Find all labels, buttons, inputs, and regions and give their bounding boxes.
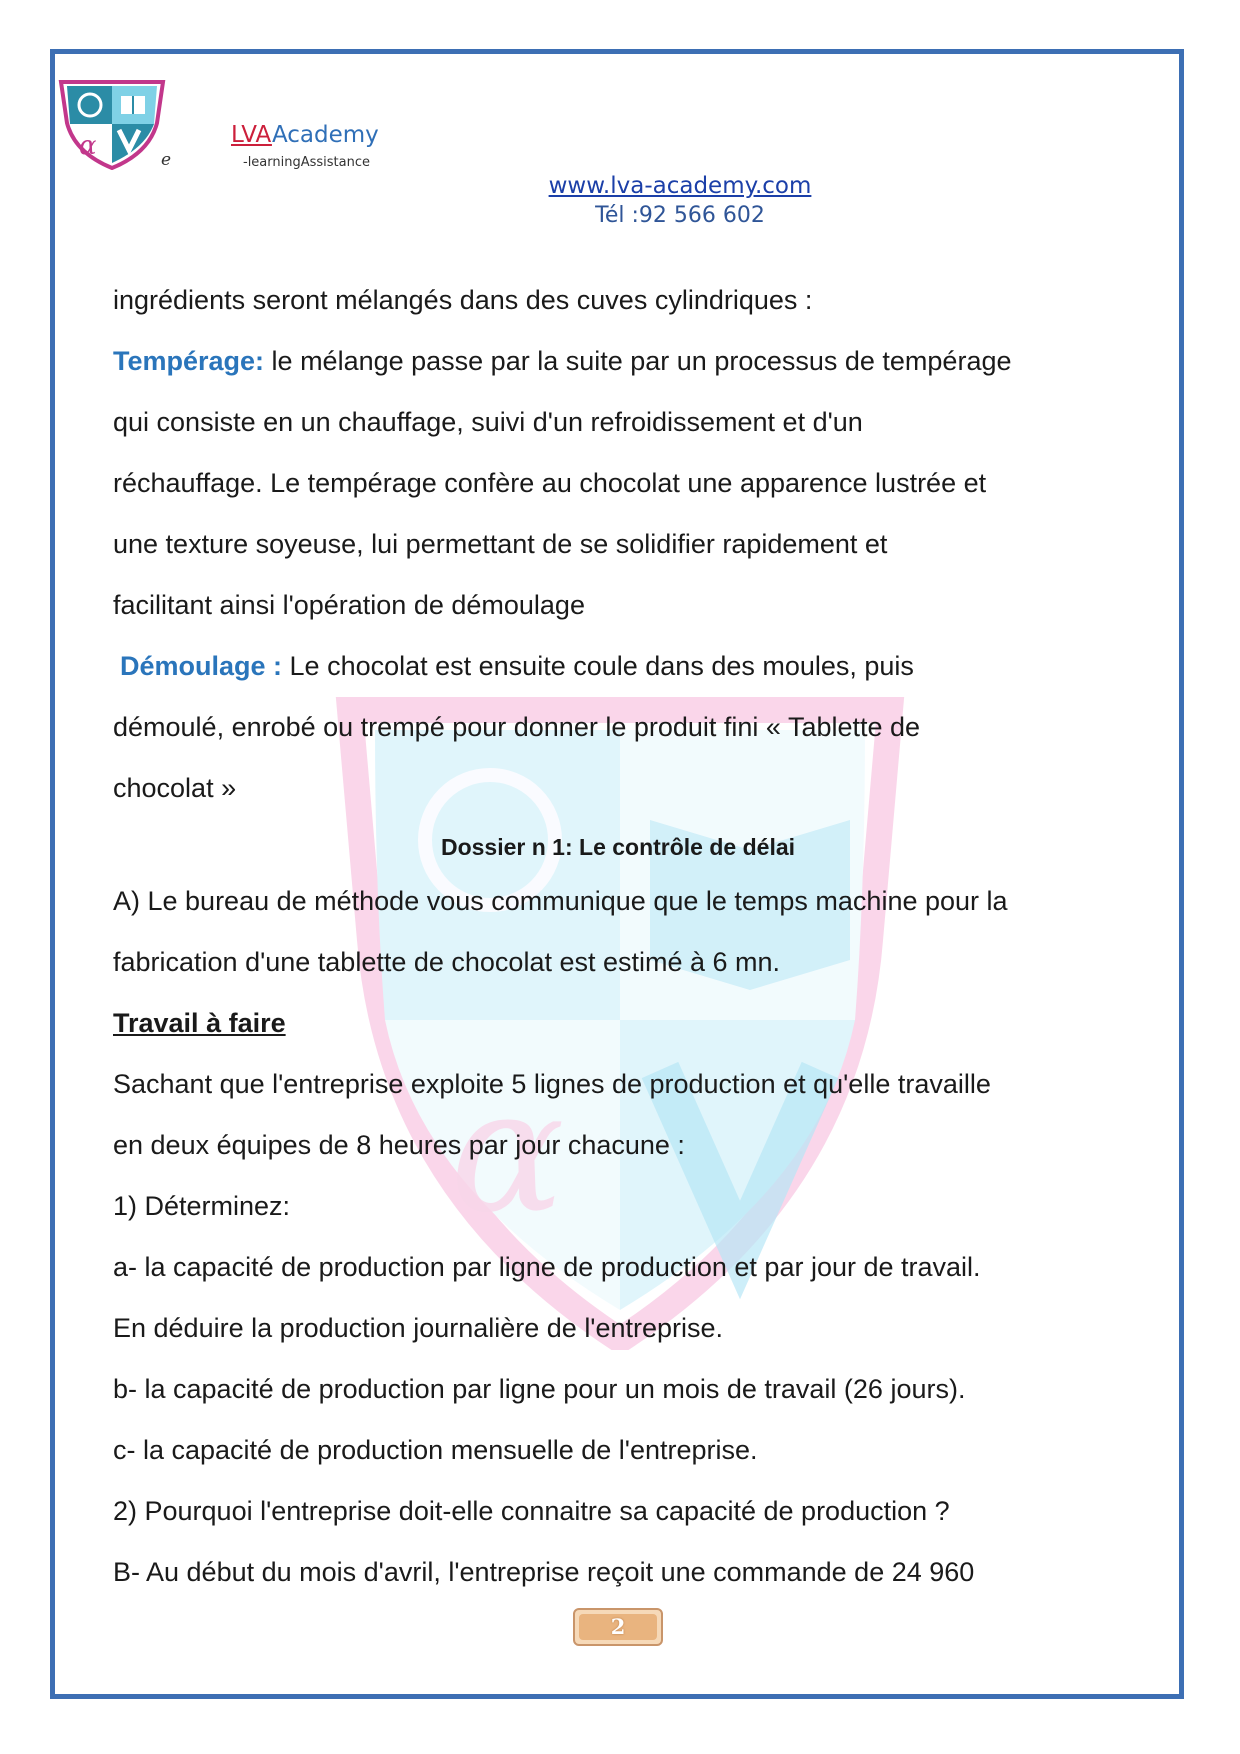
body-line: a- la capacité de production par ligne de production et par jour de travail. xyxy=(113,1252,981,1282)
phone-number: Tél :92 566 602 xyxy=(595,203,765,228)
dossier-heading: Dossier n 1: Le contrôle de délai xyxy=(440,834,796,860)
demoulage-text: Le chocolat est ensuite coule dans des moules, puis xyxy=(282,651,914,681)
body-line xyxy=(120,649,914,683)
temperage-label: Tempérage: xyxy=(113,346,265,376)
body-line: chocolat » xyxy=(113,773,237,803)
body-line: en deux équipes de 8 heures par jour chacune : xyxy=(113,1130,685,1160)
body-line: En déduire la production journalière de l'entreprise. xyxy=(113,1313,724,1343)
body-line: une texture soyeuse, lui permettant de se solidifier rapidement et xyxy=(113,529,888,559)
temperage-text: le mélange passe par la suite par un processus de tempérage xyxy=(264,346,1012,376)
brand-subtitle: -learningAssistance xyxy=(243,155,370,170)
website-link[interactable]: www.lva-academy.com xyxy=(548,173,812,199)
svg-text:α: α xyxy=(79,131,97,161)
svg-text:α: α xyxy=(450,1053,565,1251)
brand-e-letter: e xyxy=(161,150,172,170)
brand-lva: LVA xyxy=(231,122,272,148)
body-line: B- Au début du mois d'avril, l'entreprise reçoit une commande de 24 960 xyxy=(113,1557,975,1587)
body-line: 1) Déterminez: xyxy=(113,1191,291,1221)
body-line: Sachant que l'entreprise exploite 5 lignes de production et qu'elle travaille xyxy=(113,1069,991,1099)
body-line: qui consiste en un chauffage, suivi d'un refroidissement et d'un xyxy=(113,407,863,437)
body-line: démoulé, enrobé ou trempé pour donner le produit fini « Tablette de xyxy=(113,712,921,742)
body-line: 2) Pourquoi l'entreprise doit-elle connaitre sa capacité de production ? xyxy=(113,1496,950,1526)
body-line xyxy=(113,344,1012,378)
body-line: facilitant ainsi l'opération de démoulage xyxy=(113,590,585,620)
lva-academy-logo xyxy=(57,78,167,170)
body-line: c- la capacité de production mensuelle de l'entreprise. xyxy=(113,1435,758,1465)
body-line: ingrédients seront mélangés dans des cuves cylindriques : xyxy=(113,285,813,315)
page-number: 2 xyxy=(610,1614,626,1639)
demoulage-label: Démoulage : xyxy=(120,651,283,681)
body-line: fabrication d'une tablette de chocolat est estimé à 6 mn. xyxy=(113,947,781,977)
brand-academy: Academy xyxy=(271,122,379,148)
page-number-badge xyxy=(573,1608,663,1646)
travail-heading: Travail à faire xyxy=(113,1008,286,1038)
body-line: b- la capacité de production par ligne pour un mois de travail (26 jours). xyxy=(113,1374,966,1404)
brand-name xyxy=(231,122,379,148)
body-line: A) Le bureau de méthode vous communique que le temps machine pour la xyxy=(113,886,1008,916)
body-line: réchauffage. Le tempérage confère au chocolat une apparence lustrée et xyxy=(113,468,987,498)
